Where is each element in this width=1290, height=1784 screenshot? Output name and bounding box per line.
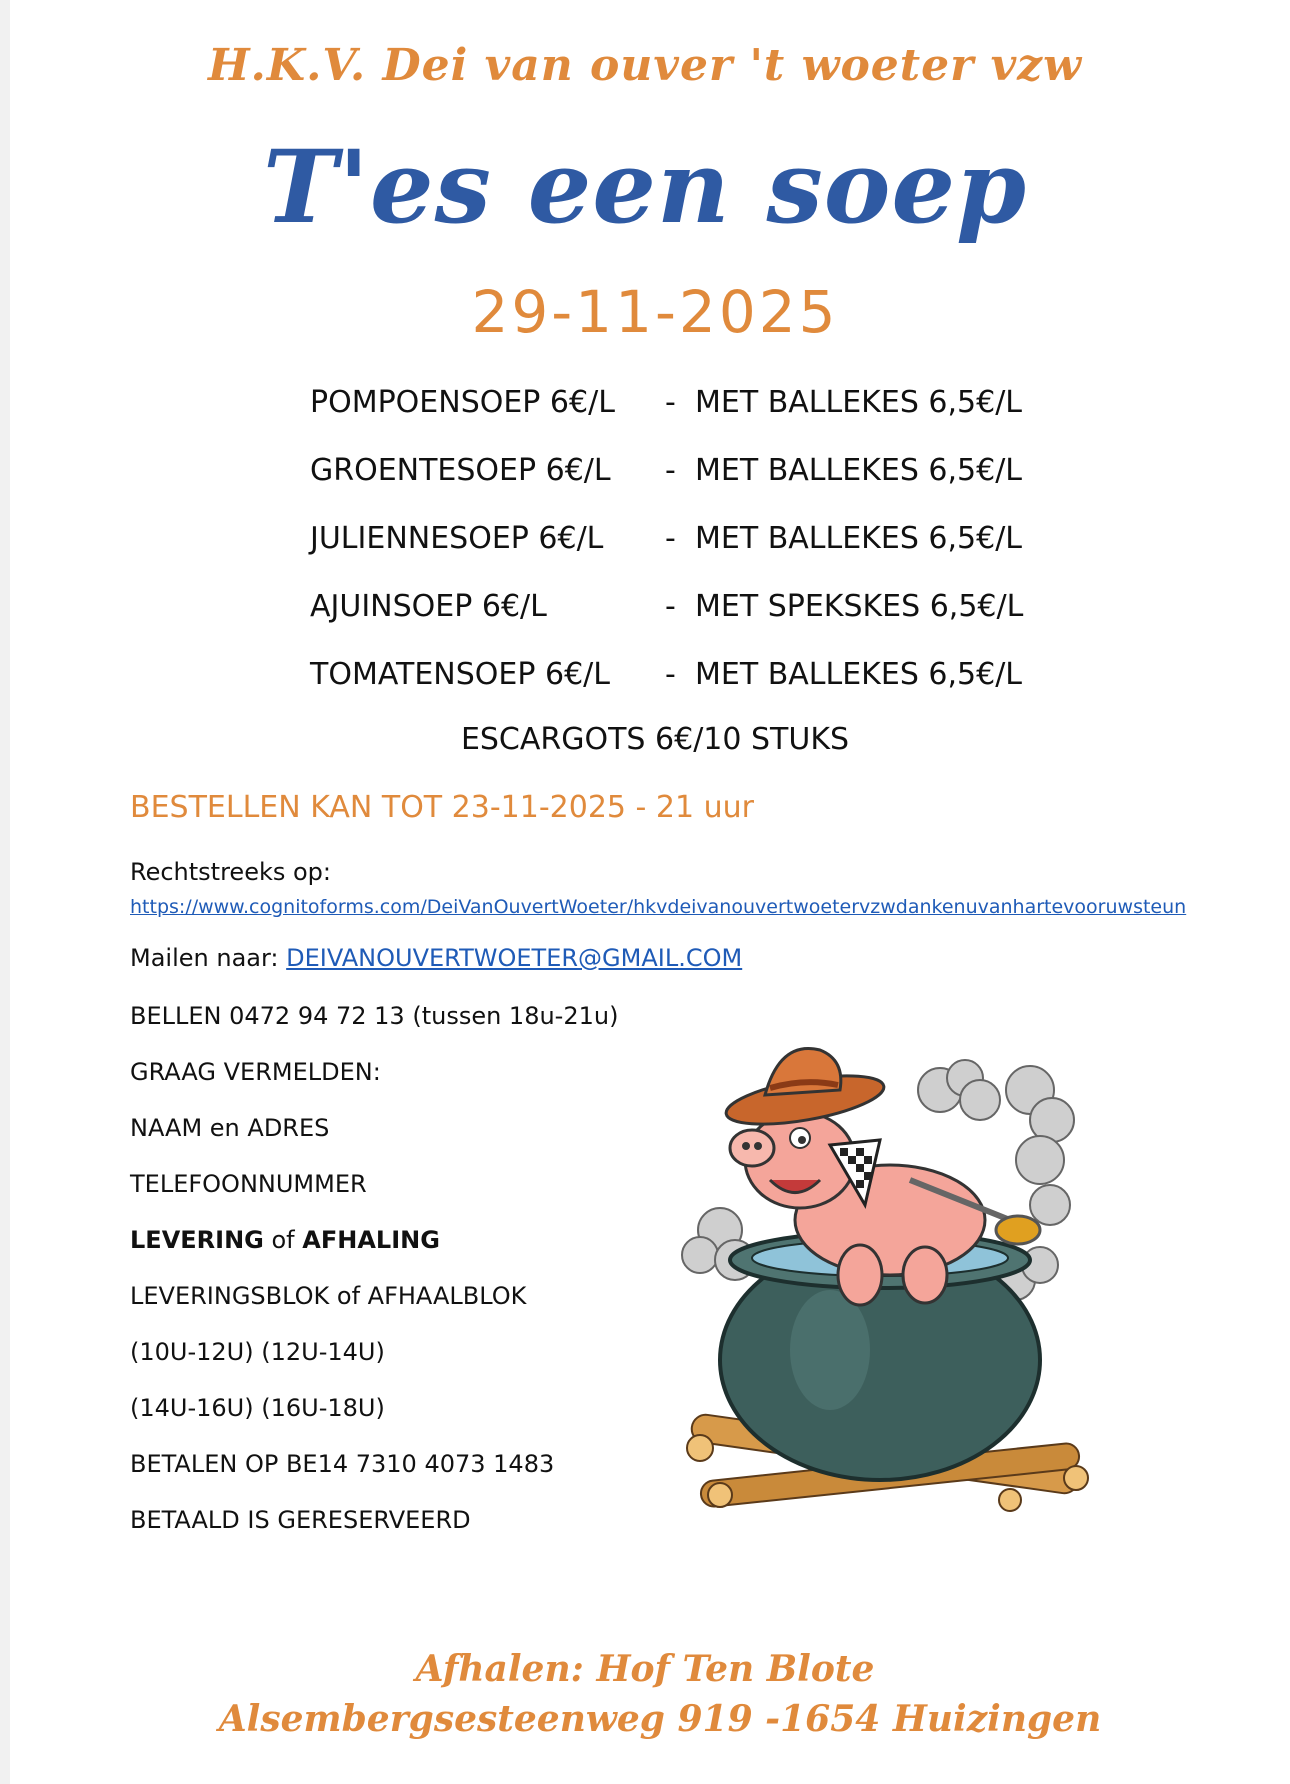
menu-item-groentesoep bbox=[310, 453, 1210, 501]
mail-line bbox=[130, 944, 742, 972]
extra-price: MET BALLEKES 6,5€/L bbox=[695, 521, 1023, 556]
soup-price: JULIENNESOEP 6€/L bbox=[310, 521, 604, 556]
menu-item-juliennesoep bbox=[310, 521, 1210, 569]
or-word: of bbox=[271, 1226, 295, 1254]
mention-phone: TELEFOONNUMMER bbox=[130, 1170, 367, 1198]
mail-label: Mailen naar: bbox=[130, 944, 279, 972]
direct-order-label: Rechtstreeks op: bbox=[130, 858, 331, 886]
separator: - bbox=[665, 385, 676, 420]
call-line: BELLEN 0472 94 72 13 (tussen 18u-21u) bbox=[130, 1002, 619, 1030]
soup-price: AJUINSOEP 6€/L bbox=[310, 589, 547, 624]
soup-price: POMPOENSOEP 6€/L bbox=[310, 385, 615, 420]
separator: - bbox=[665, 453, 676, 488]
menu-item-escargots: ESCARGOTS 6€/10 STUKS bbox=[460, 722, 850, 757]
organization-name: H.K.V. Dei van ouver 't woeter vzw bbox=[207, 40, 1083, 91]
extra-price: MET BALLEKES 6,5€/L bbox=[695, 657, 1023, 692]
pickup-address: Alsembergsesteenweg 919 -1654 Huizingen bbox=[218, 1698, 1102, 1740]
time-blocks-1: (10U-12U) (12U-14U) bbox=[130, 1338, 385, 1366]
extra-price: MET SPEKSKES 6,5€/L bbox=[695, 589, 1024, 624]
mention-name-address: NAAM en ADRES bbox=[130, 1114, 330, 1142]
extra-price: MET BALLEKES 6,5€/L bbox=[695, 453, 1023, 488]
time-blocks-2: (14U-16U) (16U-18U) bbox=[130, 1394, 385, 1422]
separator: - bbox=[665, 589, 676, 624]
order-deadline: BESTELLEN KAN TOT 23-11-2025 - 21 uur bbox=[130, 790, 754, 825]
delivery-or-pickup bbox=[130, 1226, 440, 1254]
soup-price: TOMATENSOEP 6€/L bbox=[310, 657, 610, 692]
page-edge bbox=[0, 0, 10, 1784]
separator: - bbox=[665, 521, 676, 556]
page-title: T'es een soep bbox=[262, 128, 1028, 246]
mention-title: GRAAG VERMELDEN: bbox=[130, 1058, 381, 1086]
time-blocks-title: LEVERINGSBLOK of AFHAALBLOK bbox=[130, 1282, 527, 1310]
mail-address-link[interactable]: DEIVANOUVERTWOETER@GMAIL.COM bbox=[286, 944, 743, 972]
payment-info: BETALEN OP BE14 7310 4073 1483 bbox=[130, 1450, 555, 1478]
menu-item-ajuinsoep bbox=[310, 589, 1210, 637]
menu-item-pompoensoep bbox=[310, 385, 1210, 433]
pig-in-pot-illustration bbox=[680, 1030, 1100, 1530]
pickup-word: AFHALING bbox=[302, 1226, 440, 1254]
event-date: 29-11-2025 bbox=[471, 278, 839, 346]
reserved-note: BETAALD IS GERESERVEERD bbox=[130, 1506, 471, 1534]
order-form-link[interactable]: https://www.cognitoforms.com/DeiVanOuvertWoeter/hkvdeivanouvertwoetervzwdankenuvanhartevooruwsteun bbox=[130, 896, 1187, 918]
soup-price: GROENTESOEP 6€/L bbox=[310, 453, 611, 488]
separator: - bbox=[665, 657, 676, 692]
pickup-location: Afhalen: Hof Ten Blote bbox=[415, 1648, 875, 1690]
extra-price: MET BALLEKES 6,5€/L bbox=[695, 385, 1023, 420]
menu-item-tomatensoep bbox=[310, 657, 1210, 705]
delivery-word: LEVERING bbox=[130, 1226, 264, 1254]
